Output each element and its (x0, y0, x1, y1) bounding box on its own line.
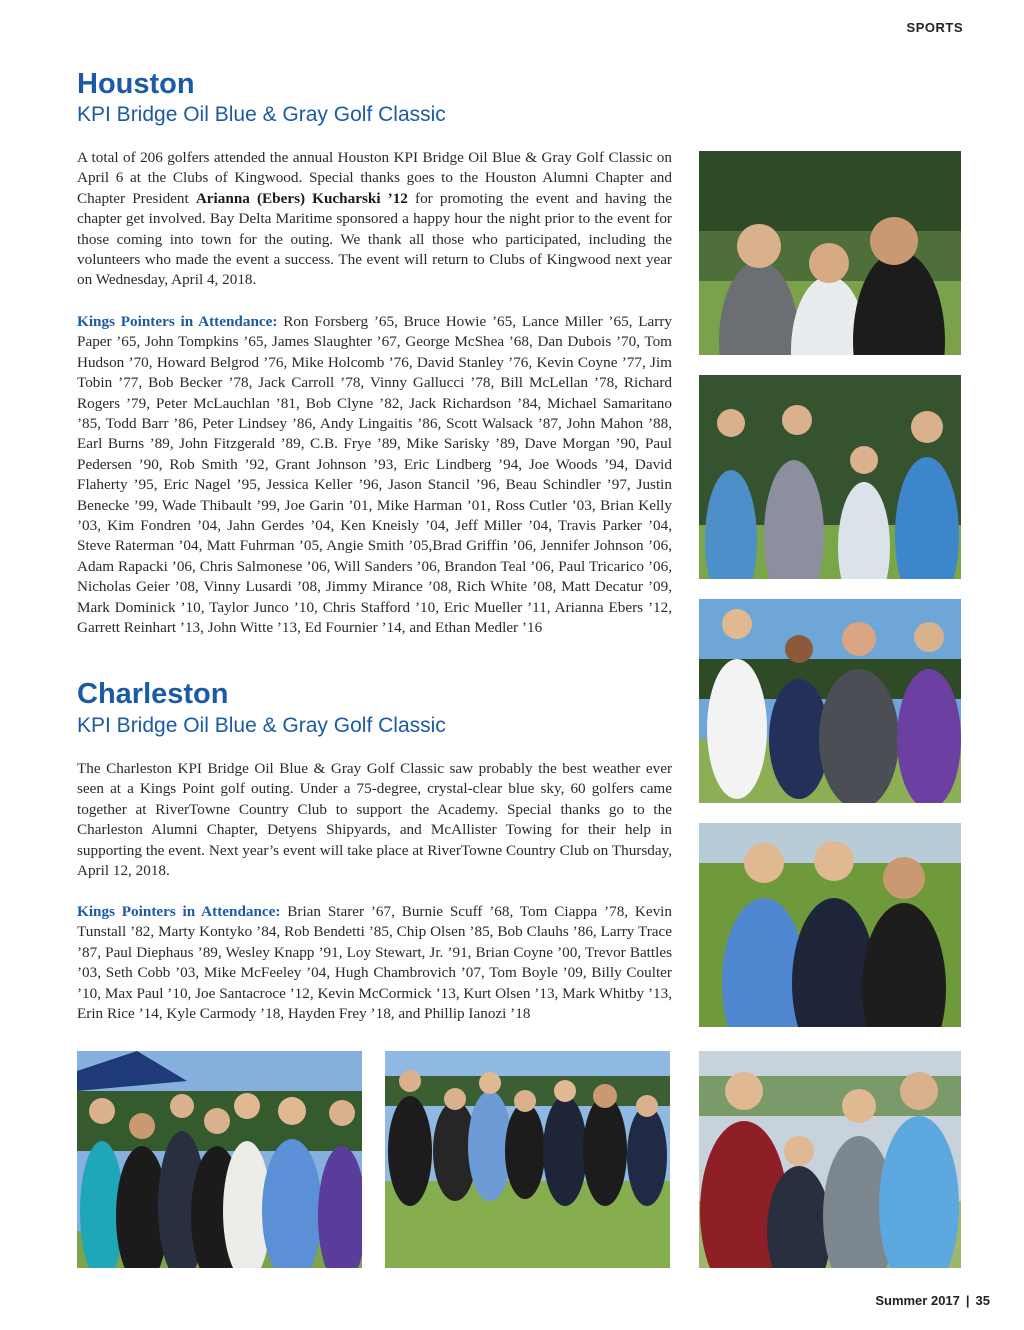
golf-group-photo-4 (699, 823, 961, 1027)
charleston-title: Charleston (77, 678, 229, 710)
footer-separator: | (965, 1293, 970, 1308)
golf-group-photo-7 (699, 1051, 961, 1268)
houston-title: Houston (77, 68, 195, 100)
golf-group-photo-1 (699, 151, 961, 355)
chapter-president-name: Arianna (Ebers) Kucharski ’12 (195, 189, 408, 207)
charleston-attendance (77, 902, 672, 1024)
page-footer (875, 1293, 990, 1308)
charleston-attendance-label: Kings Pointers in Attendance: (77, 903, 281, 920)
charleston-attendance-list: Brian Starer ’67, Burnie Scuff ’68, Tom Ciappa ’78, Kevin Tunstall ’82, Marty Kontyko ’84, Rob Bendetti ’85, Chip Olsen ’85, Bob Clauhs ’86, Larry Trace ’87, Paul Diephaus ’89, Wesley Knapp ’91, Loy Stewart, Jr. ’91, Brian Coyne ’00, Trevor Battles ’03, Seth Cobb ’03, Mike McFeeley ’04, Hugh Chambrovich ’07, Tom Boyle ’09, Billy Coulter ’10, Max Paul ’10, Joe Santacroce ’12, Kevin McCormick ’13, Kurt Olsen ’13, Mark Whitby ’13, Erin Rice ’14, Kyle Carmody ’18, Hayden Frey ’18, and Phillip Ianozi ’18 (77, 903, 672, 1023)
issue-label: Summer 2017 (875, 1293, 960, 1308)
charleston-subtitle: KPI Bridge Oil Blue & Gray Golf Classic (77, 714, 446, 737)
golf-group-photo-2 (699, 375, 961, 579)
page-number: 35 (975, 1293, 990, 1308)
golf-group-photo-5 (77, 1051, 362, 1268)
section-label: SPORTS (906, 20, 963, 35)
houston-attendance (77, 312, 672, 639)
houston-paragraph (77, 148, 672, 291)
houston-paragraph-b: for promoting the event and having the chapter get involved. Bay Delta Maritime sponsored a happy hour the night prior to the event for those coming into town for the outing. We thank all those who participated, including the volunteers who made the event a success. The event will return to Clubs of Kingwood next year on Wednesday, April 4, 2018. (77, 189, 672, 289)
golf-group-photo-3 (699, 599, 961, 803)
charleston-paragraph: The Charleston KPI Bridge Oil Blue & Gray Golf Classic saw probably the best weather ever seen at a Kings Point golf outing. Under a 75-degree, crystal-clear blue sky, 60 golfers came together at RiverTowne Country Club to support the Academy. Special thanks go to the Charleston Alumni Chapter, Detyens Shipyards, and McAllister Towing for their help in supporting the event. Next year’s event will take place at RiverTowne Country Club on Thursday, April 12, 2018. (77, 760, 672, 880)
houston-attendance-list: Ron Forsberg ’65, Bruce Howie ’65, Lance Miller ’65, Larry Paper ’65, John Tompkins ’65, James Slaughter ’67, George McShea ’68, Dan Dubois ’70, Tom Hudson ’70, Howard Belgrod ’76, Mike Holcomb ’76, David Stanley ’76, Kevin Coyne ’77, Jim Tobin ’77, Bob Becker ’78, Jack Carroll ’78, Vinny Gallucci ’78, Bill McLellan ’78, Richard Rogers ’79, Peter McLauchlan ’81, Bob Clyne ’82, Jack Richardson ’84, Michael Samaritano ’85, Todd Barr ’86, Peter Lindsey ’86, Andy Lingaitis ’86, Scott Walsack ’87, John Mahon ’88, Earl Burns ’89, John Fitzgerald ’89, C.B. Frye ’89, Mike Sarisky ’89, Dave Morgan ’90, Paul Pedersen ’90, Rob Smith ’92, Grant Johnson ’93, Eric Lindberg ’94, Joe Woods ’94, David Flaherty ’95, Eric Nagel ’95, Jessica Keller ’96, Jason Stancil ’96, Beau Schindler ’97, Justin Benecke ’99, Wade Thibault ’99, Joe Garin ’01, Mike Harman ’01, Ross Cutler ’03, Brian Kelly ’03, Kim Fondren ’04, Jahn Gerdes ’04, Ken Kneisly ’04, Jeff Miller ’04, Travis Parker ’04, Steve Raterman ’04, Matt Fuhrman ’05, Angie Smith ’05,Brad Griffin ’06, Jennifer Johnson ’06, Adam Rapacki ’06, Chris Salmonese ’06, Will Sanders ’06, Brandon Teal ’06, Paul Tricarico ’06, Nicholas Geier ’08, Vinny Lusardi ’08, Jimmy Mirance ’08, Rich White ’08, Matt Decatur ’09, Mark Dominick ’10, Taylor Junco ’10, Chris Stafford ’10, Eric Mueller ’11, Arianna Ebers ’12, Garrett Reinhart ’13, John Witte ’13, Ed Fournier ’14, and Ethan Medler ’16 (77, 313, 672, 637)
golf-group-photo-6 (385, 1051, 670, 1268)
houston-attendance-label: Kings Pointers in Attendance: (77, 313, 278, 330)
houston-paragraph-a: A total of 206 golfers attended the annual Houston KPI Bridge Oil Blue & Gray Golf Classic on April 6 at the Clubs of Kingwood. Special thanks goes to the Houston Alumni Chapter and Chapter President (77, 149, 672, 207)
houston-subtitle: KPI Bridge Oil Blue & Gray Golf Classic (77, 103, 446, 126)
